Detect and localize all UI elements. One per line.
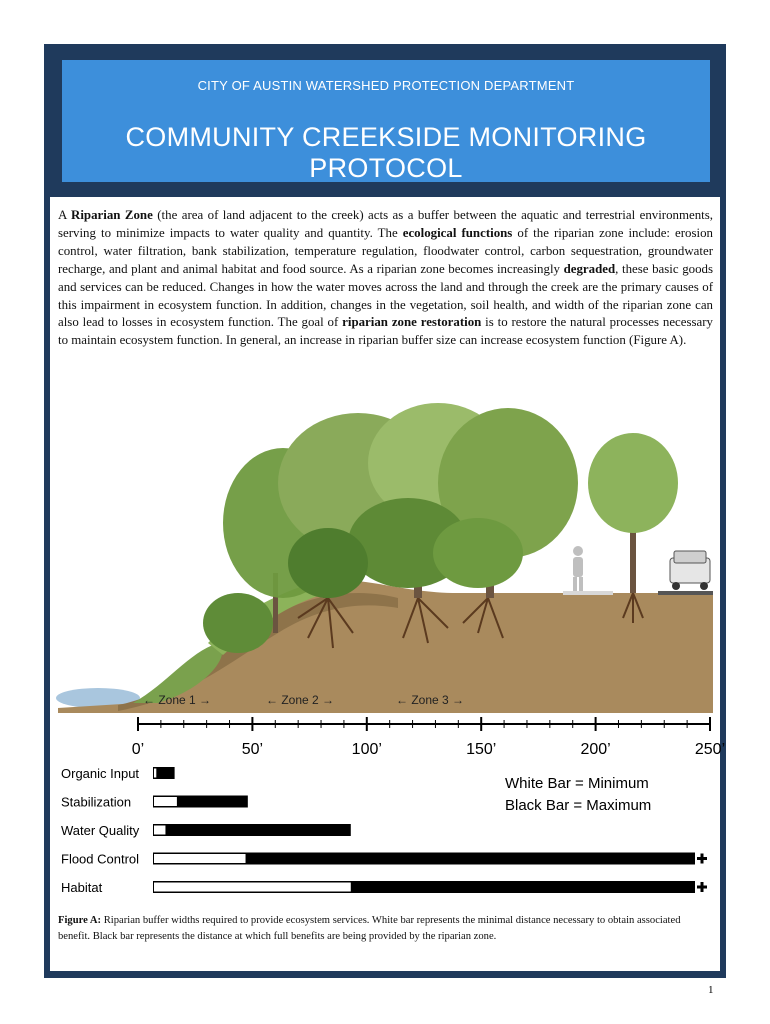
riparian-illustration	[58, 393, 713, 713]
intro-text: of the riparian zone include: erosion control, water filtration, bank stabilization, temperature regulation, floodwater control, carbon sequestration, groundwater recharge, and plant and animal habitat and food source. As a riparian zone becomes increasingly	[58, 225, 713, 276]
term-degraded: degraded	[563, 261, 616, 276]
buffer-width-chart	[50, 713, 726, 913]
term-riparian-zone: Riparian Zone	[71, 208, 153, 222]
plus-icon	[701, 882, 704, 892]
page-number: 1	[708, 984, 714, 996]
category-label: Organic Input	[61, 766, 140, 781]
category-label: Water Quality	[61, 823, 140, 838]
caption-label: Figure A:	[58, 915, 102, 926]
x-tick-label: 250’	[694, 741, 726, 758]
category-label: Flood Control	[61, 851, 140, 867]
caption-text: Riparian buffer widths required to provide ecosystem services. White bar represents the minimal distance necessary to obtain associated benefit. Black bar represents the distance at which full benefits are being provided by the riparian zone.	[58, 915, 681, 942]
intro-paragraph	[58, 207, 713, 350]
x-tick-label: 200’	[580, 741, 611, 758]
term-riparian-zone-restoration: riparian zone restoration	[342, 315, 482, 330]
document-header	[62, 60, 710, 182]
x-tick-label: 50’	[241, 741, 264, 758]
intro-text: is to restore the natural processes necessary to maintain ecosystem function. In general, an increase in riparian buffer size can increase ecosystem function (Figure A).	[58, 315, 713, 348]
figure-caption	[58, 913, 713, 945]
zone-3-label: ← Zone 3 →	[396, 693, 465, 707]
document-title: COMMUNITY CREEKSIDE MONITORING PROTOCOL	[125, 122, 647, 183]
bar-minimum	[154, 797, 177, 806]
bar-minimum	[154, 826, 165, 835]
bar-minimum	[154, 854, 246, 863]
bar-maximum	[153, 824, 351, 836]
content-panel	[50, 197, 726, 971]
category-label: Habitat	[61, 880, 103, 895]
intro-text: , these basic goods and services can be reduced. Changes in how the water moves across the land and through the creek are the primary causes of this impairment in ecosystem function. In addition, changes in the vegetation, soil health, and width of the riparian zone can also lead to losses in ecosystem function. The goal of	[58, 261, 713, 330]
department-name: CITY OF AUSTIN WATERSHED PROTECTION DEPARTMENT	[197, 78, 575, 93]
bar-minimum	[154, 883, 351, 892]
legend-minimum: White Bar = Minimum	[505, 775, 649, 792]
intro-text: (the area of land adjacent to the creek) acts as a buffer between the aquatic and terrestrial environments, serving to minimize impacts to water quality and quantity. The	[58, 208, 713, 240]
x-tick-label: 0’	[131, 741, 145, 758]
intro-text: A	[58, 208, 72, 222]
parked-car	[670, 551, 710, 590]
zone-2-label: ← Zone 2 →	[266, 693, 335, 707]
plus-icon	[701, 854, 704, 864]
zone-1-label: ← Zone 1 →	[143, 693, 212, 707]
x-tick-label: 150’	[466, 741, 497, 758]
category-label: Stabilization	[61, 794, 132, 810]
bar-minimum	[154, 769, 156, 778]
sidewalk	[563, 591, 613, 595]
legend-maximum: Black Bar = Maximum	[505, 797, 652, 814]
term-ecological-functions: ecological functions	[402, 225, 513, 240]
x-tick-label: 100’	[351, 741, 382, 758]
person-silhouette	[573, 546, 583, 592]
